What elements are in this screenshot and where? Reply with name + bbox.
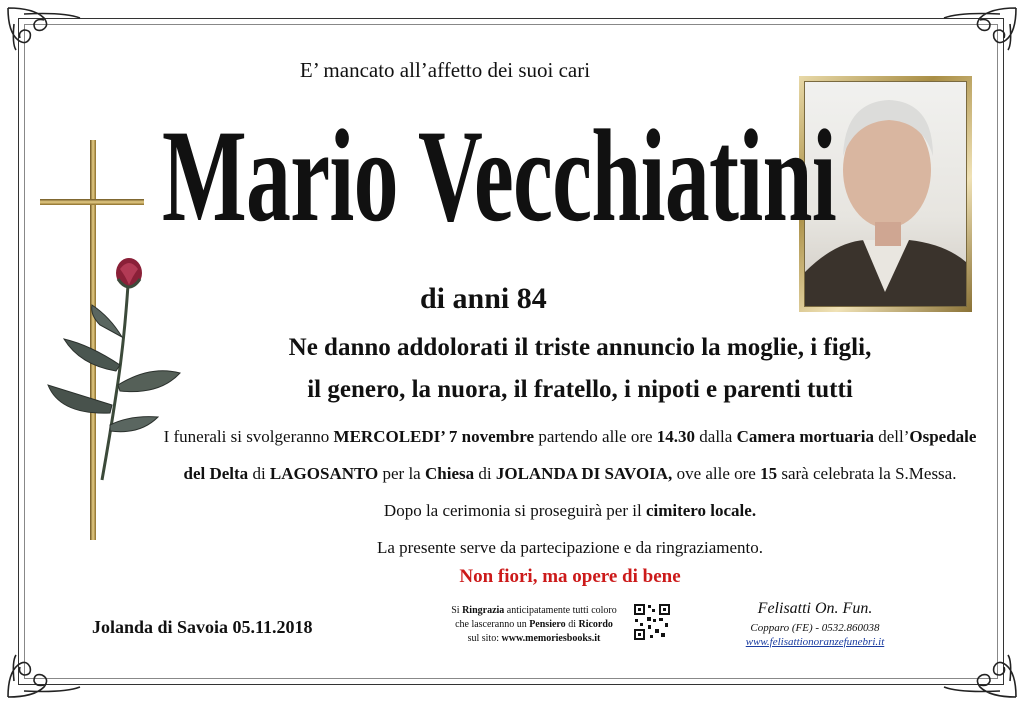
text: dell’ bbox=[873, 427, 910, 446]
text: sul sito: bbox=[467, 633, 502, 644]
memories-link[interactable]: www.memoriesbooks.it bbox=[501, 633, 601, 644]
cross-icon bbox=[40, 199, 144, 205]
funeral-line-3 bbox=[120, 492, 1020, 529]
text: che lasceranno un bbox=[455, 619, 530, 630]
text: ove alle ore bbox=[672, 464, 761, 483]
text: Ringrazia bbox=[462, 605, 505, 616]
agency-name: Felisatti On. Fun. bbox=[757, 600, 873, 617]
age-text: di anni 84 bbox=[420, 282, 547, 315]
text: Ospedale bbox=[909, 427, 977, 446]
text: per la bbox=[378, 464, 425, 483]
corner-ornament-icon bbox=[4, 651, 84, 701]
text: dalla bbox=[695, 427, 737, 446]
text: di bbox=[248, 464, 270, 483]
agency-website-link[interactable]: www.felisattionoranzefunebri.it bbox=[745, 636, 885, 648]
text: cimitero locale. bbox=[645, 501, 757, 520]
text: I funerali si svolgeranno bbox=[163, 427, 334, 446]
announcement-line: il genero, la nuora, il fratello, i nipoti e parenti tutti bbox=[307, 376, 853, 403]
funeral-details bbox=[120, 418, 1020, 566]
text: 15 bbox=[760, 464, 778, 483]
funeral-agency bbox=[715, 600, 915, 648]
thanks-note bbox=[436, 604, 632, 646]
announcement-line: Ne danno addolorati il triste annuncio la moglie, i figli, bbox=[288, 334, 872, 361]
text: partendo alle ore bbox=[534, 427, 657, 446]
text: di bbox=[474, 464, 496, 483]
announcement bbox=[160, 327, 1000, 411]
corner-ornament-icon bbox=[940, 651, 1020, 701]
deceased-name bbox=[162, 96, 837, 266]
no-flowers-note: Non fiori, ma opere di bene bbox=[459, 566, 681, 587]
place-date: Jolanda di Savoia 05.11.2018 bbox=[92, 617, 313, 637]
corner-ornament-icon bbox=[940, 4, 1020, 54]
text: anticipatamente tutti coloro bbox=[504, 605, 617, 616]
text: Si bbox=[451, 605, 463, 616]
text: Ricordo bbox=[578, 619, 613, 630]
text: di bbox=[565, 619, 579, 630]
funeral-line-1 bbox=[120, 418, 1020, 455]
text: Chiesa bbox=[424, 464, 475, 483]
text: Dopo la cerimonia si proseguirà per il bbox=[383, 501, 646, 520]
text: LAGOSANTO bbox=[269, 464, 379, 483]
qr-code-icon[interactable] bbox=[633, 603, 671, 641]
deceased-name-text: Mario Vecchiatini bbox=[162, 102, 837, 249]
thanks-line bbox=[436, 604, 632, 618]
agency-address: Copparo (FE) - 0532.860038 bbox=[750, 622, 880, 634]
corner-ornament-icon bbox=[4, 4, 84, 54]
funeral-line-4: La presente serve da partecipazione e da ringraziamento. bbox=[376, 538, 764, 557]
thanks-line bbox=[436, 618, 632, 632]
text: JOLANDA DI SAVOIA, bbox=[495, 464, 673, 483]
intro-text: E’ mancato all’affetto dei suoi cari bbox=[299, 58, 591, 82]
funeral-line-2 bbox=[120, 455, 1020, 492]
text: del Delta bbox=[183, 464, 249, 483]
text: sarà celebrata la S.Messa. bbox=[777, 464, 957, 483]
thanks-line bbox=[436, 632, 632, 646]
text: MERCOLEDI’ 7 novembre bbox=[333, 427, 535, 446]
text: Pensiero bbox=[529, 619, 566, 630]
text: 14.30 bbox=[656, 427, 696, 446]
text: Camera mortuaria bbox=[736, 427, 874, 446]
